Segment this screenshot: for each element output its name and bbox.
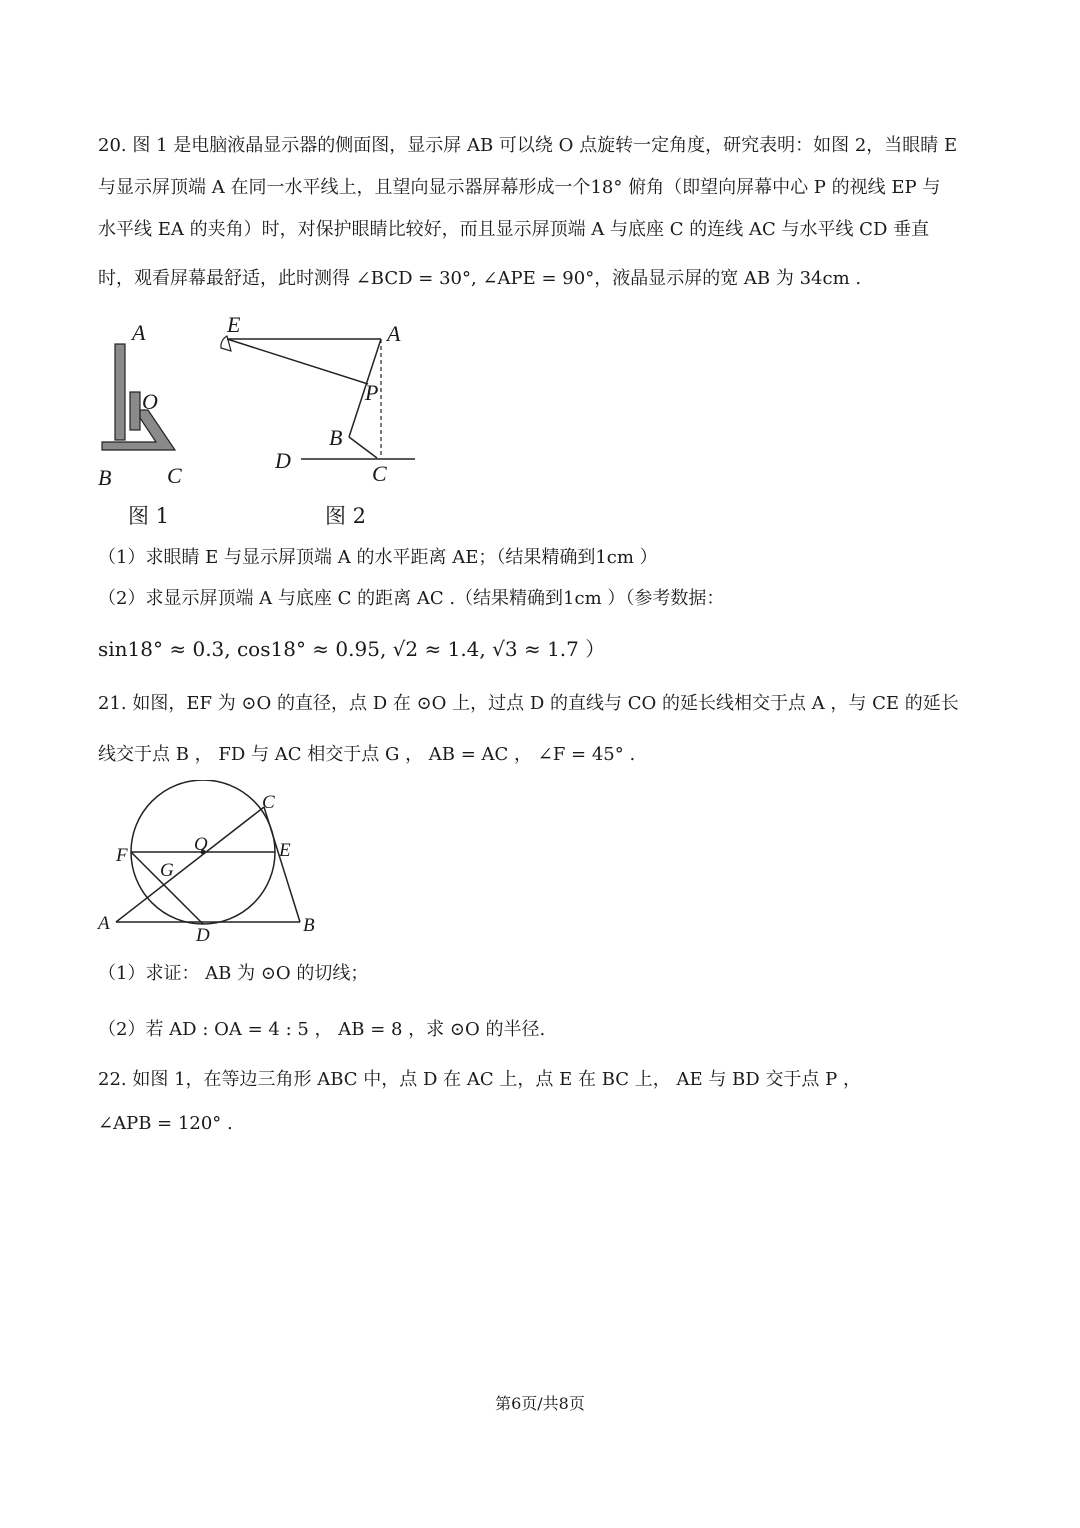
- q20-line-1: 20. 图 1 是电脑液晶显示器的侧面图，显示屏 AB 可以绕 O 点旋转一定角度，研究表明：如图 2，当眼睛 E: [98, 135, 958, 156]
- q20-part-1: （1）求眼睛 E 与显示屏顶端 A 的水平距离 AE；（结果精确到1cm ）: [98, 547, 658, 568]
- q20-line-2: 与显示屏顶端 A 在同一水平线上，且望向显示器屏幕形成一个18° 俯角（即望向屏幕中心 P 的视线 EP 与: [98, 177, 941, 198]
- q20-reference-data: sin18° ≈ 0.3, cos18° ≈ 0.95, √2 ≈ 1.4, √3 ≈ 1.7 ）: [98, 637, 606, 661]
- q21-part-1: （1）求证： AB 为 ⊙O 的切线；: [98, 963, 369, 984]
- figure-21-circle: [90, 780, 330, 950]
- q20-part-2: （2）求显示屏顶端 A 与底座 C 的距离 AC .（结果精确到1cm ）（参考数据：: [98, 588, 725, 609]
- fig1-label-b: B: [98, 465, 112, 490]
- fig21-label-g: G: [160, 860, 174, 881]
- fig1-label-o: O: [142, 389, 158, 414]
- fig21-label-c: C: [262, 792, 275, 813]
- q20-line-4: 时，观看屏幕最舒适，此时测得 ∠BCD = 30°, ∠APE = 90°，液晶显示屏的宽 AB 为 34cm .: [98, 268, 862, 289]
- fig2-label-c: C: [372, 461, 387, 486]
- fig1-label-a: A: [132, 320, 146, 345]
- q22-line-1: 22. 如图 1，在等边三角形 ABC 中，点 D 在 AC 上，点 E 在 BC 上， AE 与 BD 交于点 P ，: [98, 1069, 861, 1090]
- fig2-label-d: D: [275, 448, 291, 473]
- q21-line-1: 21. 如图，EF 为 ⊙O 的直径，点 D 在 ⊙O 上，过点 D 的直线与 CO 的延长线相交于点 A ，与 CE 的延长: [98, 693, 959, 714]
- fig2-label-e: E: [227, 312, 241, 337]
- fig2-label-b: B: [329, 425, 343, 450]
- fig2-label-p: P: [365, 380, 379, 405]
- fig21-label-o: O: [194, 834, 208, 855]
- fig1-label-c: C: [167, 463, 182, 488]
- q21-part-2: （2）若 AD : OA = 4 : 5 ， AB = 8 ，求 ⊙O 的半径.: [98, 1019, 546, 1040]
- fig2-label-a: A: [387, 321, 401, 346]
- fig21-label-a: A: [98, 913, 110, 934]
- figure-2-geometry: [205, 308, 425, 493]
- fig21-label-d: D: [196, 925, 210, 946]
- fig21-label-b: B: [303, 915, 315, 936]
- fig21-label-e: E: [279, 840, 291, 861]
- page-number-footer: 第6页/共8页: [495, 1394, 585, 1413]
- figure-1-caption: 图 1: [128, 504, 170, 528]
- q20-line-3: 水平线 EA 的夹角）时，对保护眼睛比较好，而且显示屏顶端 A 与底座 C 的连线 AC 与水平线 CD 垂直: [98, 219, 930, 240]
- q22-line-2: ∠APB = 120° .: [98, 1113, 233, 1134]
- figure-2-caption: 图 2: [325, 504, 367, 528]
- fig21-label-f: F: [116, 845, 128, 866]
- figure-1-monitor: [90, 318, 210, 493]
- q21-line-2: 线交于点 B ， FD 与 AC 相交于点 G ， AB = AC ， ∠F = 45° .: [98, 744, 636, 765]
